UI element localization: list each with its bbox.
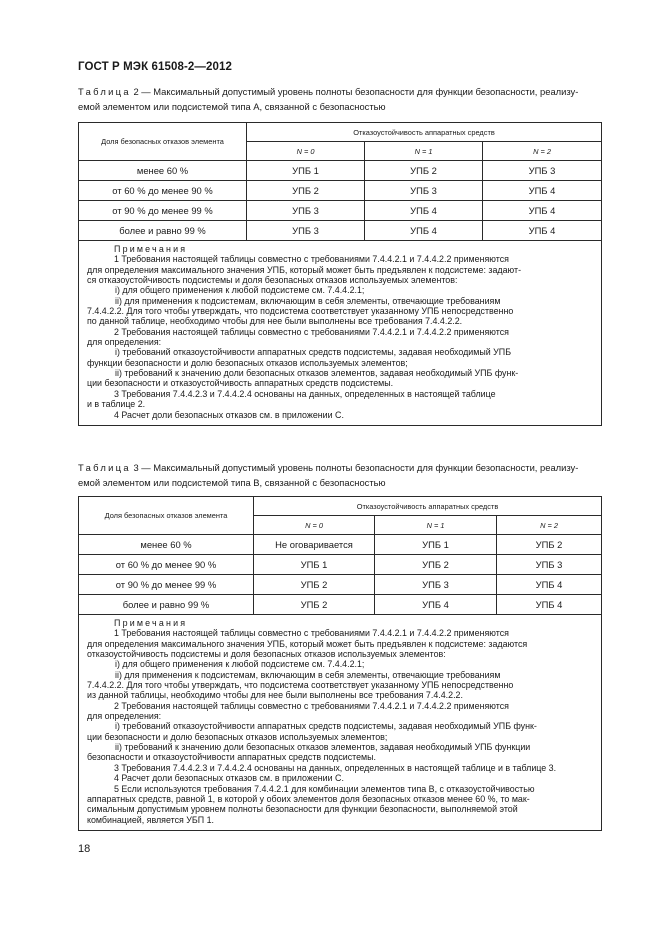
note-line: 4 Расчет доли безопасных отказов см. в приложении С. [114,773,344,784]
table3-row-label: менее 60 % [79,535,254,555]
table2-col1-header: Доля безопасных отказов элемента [79,123,247,161]
table2-caption-text: 2 — Максимальный допустимый уровень полноты безопасности для функции безопасности, реализу- [130,86,579,97]
note-line: ii) требований к значению доли безопасных отказов элементов, задавая необходимый УПБ функции [115,742,531,753]
table3-row-label: от 90 % до менее 99 % [79,575,254,595]
table3-caption [78,460,608,490]
table3-notes [79,615,602,831]
table3-n-header: N = 2 [497,516,602,535]
table2-n-header: N = 2 [483,142,602,161]
page-number: 18 [78,843,91,855]
table-cell: УПБ 4 [375,595,497,615]
table-row [79,161,602,181]
table-cell: УПБ 4 [483,181,602,201]
table-cell: УПБ 4 [365,221,483,241]
table3-row-label: от 60 % до менее 90 % [79,555,254,575]
note-line: для определения максимального значения УПБ, который может быть предъявлен к подсистеме: задают- [87,264,522,275]
table3 [78,496,602,831]
note-line: безопасности и отказоустойчивости аппаратных средств подсистемы. [87,752,376,763]
table-cell: УПБ 2 [254,595,375,615]
table3-caption-label: Таблица [78,462,131,473]
note-line: симальным допустимым уровнем полноты безопасности для функции безопасности, выполняемой этой [87,804,518,815]
notes-title: Примечания [114,244,188,254]
table2-row-label: более и равно 99 % [79,221,247,241]
table-row [79,595,602,615]
note-line: ции безопасности и отказоустойчивость аппаратных средств подсистемы. [87,378,394,389]
table2-row-label: от 60 % до менее 90 % [79,181,247,201]
table-cell: УПБ 1 [254,555,375,575]
table3-row-label: более и равно 99 % [79,595,254,615]
table-cell: УПБ 2 [375,555,497,575]
table-cell: УПБ 3 [375,575,497,595]
table-cell: УПБ 1 [375,535,497,555]
table-row [79,181,602,201]
table3-group-header: Отказоустойчивость аппаратных средств [254,497,602,516]
note-line: 2 Требования настоящей таблицы совместно с требованиями 7.4.4.2.1 и 7.4.4.2.2 применяются [114,326,509,337]
table-cell: Не оговаривается [254,535,375,555]
table-cell: УПБ 3 [247,221,365,241]
note-line: ii) для применения к подсистемам, включающим в себя элементы, отвечающие требованиям [115,669,501,680]
table-row [79,555,602,575]
table-cell: УПБ 2 [497,535,602,555]
document-header: ГОСТ Р МЭК 61508-2—2012 [78,61,232,73]
note-line: 3 Требования 7.4.4.2.3 и 7.4.4.2.4 основаны на данных, определенных в настоящей таблице [114,388,496,399]
note-line: 7.4.4.2.2. Для того чтобы утверждать, что подсистема соответствует указанному УПБ непосредственно [87,306,514,317]
note-line: 1 Требования настоящей таблицы совместно с требованиями 7.4.4.2.1 и 7.4.4.2.2 применяются [114,628,509,639]
table-cell: УПБ 4 [365,201,483,221]
note-line: i) требований отказоустойчивости аппаратных средств подсистемы, задавая необходимый УПБ [115,347,512,358]
note-line: 2 Требования настоящей таблицы совместно с требованиями 7.4.4.2.1 и 7.4.4.2.2 применяются [114,700,509,711]
table-cell: УПБ 4 [483,201,602,221]
table-cell: УПБ 4 [483,221,602,241]
note-line: и в таблице 2. [87,399,146,410]
table-cell: УПБ 4 [497,575,602,595]
note-line: функции безопасности и долю безопасных отказов используемых элементов; [87,357,408,368]
table2-caption-text-line2: емой элементом или подсистемой типа А, связанной с безопасностью [78,101,386,112]
table2-n-header: N = 1 [365,142,483,161]
note-line: из данной таблицы, необходимо чтобы для нее были выполнены все требования 7.4.4.2.2. [87,690,463,701]
table-cell: УПБ 2 [247,181,365,201]
note-line: 3 Требования 7.4.4.2.3 и 7.4.4.2.4 основаны на данных, определенных в настоящей таблице и в таблице 3. [114,762,557,773]
note-line: для определения максимального значения УПБ, который может быть предъявлен к подсистеме: задаются [87,638,528,649]
note-line: аппаратных средств, равной 1, в которой у обоих элементов доля безопасных отказов менее 60 %, то мак- [87,793,530,804]
note-line: отказоустойчивость подсистемы и доля безопасных отказов используемых элементов: [87,649,446,660]
note-line: i) требований отказоустойчивости аппаратных средств подсистемы, задавая необходимый УПБ функ- [115,721,537,732]
table-cell: УПБ 3 [365,181,483,201]
table-cell: УПБ 4 [497,595,602,615]
table-cell: УПБ 3 [497,555,602,575]
table3-col1-header: Доля безопасных отказов элемента [79,497,254,535]
table3-caption-text: 3 — Максимальный допустимый уровень полноты безопасности для функции безопасности, реализу- [130,462,579,473]
table2-n-header: N = 0 [247,142,365,161]
note-line: 4 Расчет доли безопасных отказов см. в приложении С. [114,409,344,420]
table-row [79,221,602,241]
table2-row-label: от 90 % до менее 99 % [79,201,247,221]
table3-n-header: N = 1 [375,516,497,535]
note-line: i) для общего применения к любой подсистеме см. 7.4.4.2.1; [115,659,365,670]
note-line: ции безопасности и долю безопасных отказов используемых элементов; [87,731,388,742]
note-line: ii) для применения к подсистемам, включающим в себя элементы, отвечающие требованиям [115,295,501,306]
note-line: комбинацией, является УБП 1. [87,814,214,825]
note-line: 1 Требования настоящей таблицы совместно с требованиями 7.4.4.2.1 и 7.4.4.2.2 применяются [114,254,509,265]
table-cell: УПБ 3 [483,161,602,181]
note-line: i) для общего применения к любой подсистеме см. 7.4.4.2.1; [115,285,365,296]
table2-row-label: менее 60 % [79,161,247,181]
note-line: 5 Если используются требования 7.4.4.2.1 для комбинации элементов типа В, с отказоустойчивостью [114,783,535,794]
table-cell: УПБ 2 [365,161,483,181]
table2-notes [79,241,602,426]
table2-caption [78,84,608,114]
table-cell: УПБ 3 [247,201,365,221]
note-line: по данной таблице, необходимо чтобы для нее были выполнены все требования 7.4.4.2.2. [87,316,463,327]
table2-caption-label: Таблица [78,86,131,97]
table-cell: УПБ 1 [247,161,365,181]
table2-group-header: Отказоустойчивость аппаратных средств [247,123,602,142]
note-line: 7.4.4.2.2. Для того чтобы утверждать, что подсистема соответствует указанному УПБ непосредственно [87,680,514,691]
notes-title: Примечания [114,618,188,628]
table3-n-header: N = 0 [254,516,375,535]
note-line: для определения: [87,711,162,722]
table-row [79,575,602,595]
table-row [79,535,602,555]
note-line: ii) требований к значению доли безопасных отказов элементов, задавая необходимый УПБ функ- [115,368,519,379]
note-line: для определения: [87,337,162,348]
table-cell: УПБ 2 [254,575,375,595]
table-row [79,201,602,221]
note-line: ся отказоустойчивость подсистемы и доля безопасных отказов используемых элементов: [87,275,458,286]
table2 [78,122,602,426]
table3-caption-text-line2: емой элементом или подсистемой типа В, связанной с безопасностью [78,477,386,488]
